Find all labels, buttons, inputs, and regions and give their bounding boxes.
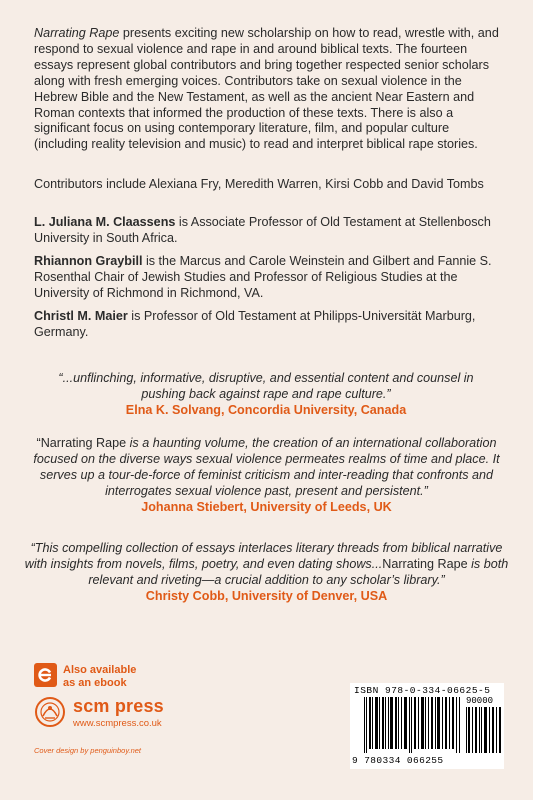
quote-text: “...unflinching, informative, disruptive, and essential content and counsel in pushing back against rape and rape culture.” [58, 371, 474, 401]
ebook-text [63, 664, 136, 689]
bio-claassens [34, 214, 510, 246]
contributors-line: Contributors include Alexiana Fry, Meredith Warren, Kirsi Cobb and David Tombs [34, 177, 484, 191]
barcode [350, 683, 504, 769]
quote-tail: is both relevant and riveting—a crucial addition to any scholar’s library.” [88, 557, 509, 587]
blurb-text: presents exciting new scholarship on how to read, wrestle with, and respond to sexual violence and rape in and around biblical texts. The fourteen essays represent global contributors and bring together respected senior scholars along with fresh emerging voices. Contributors take on sexual violence in the Hebrew Bible and the New Testament, as well as the ancient Near Eastern and Roman contexts that informed the production of these texts. There is also a significant focus on using contemporary literature, film, and popular culture (including reality television and music) to read and interpret biblical rape stories. [34, 26, 499, 152]
bio-graybill [34, 253, 510, 301]
bio-text: is Associate Professor of Old Testament at Stellenbosch University in South Africa. [34, 215, 491, 245]
publisher-logo [34, 696, 194, 730]
quote-lead: “Narrating Rape [36, 436, 127, 450]
bio-text: is Professor of Old Testament at Philipps-Universität Marburg, Germany. [34, 309, 476, 339]
ebook-notice [34, 663, 174, 691]
ebook-line1: Also available [63, 664, 137, 676]
bio-maier [34, 308, 510, 340]
quote-mid: Narrating Rape [382, 557, 468, 571]
barcode-addon-bars [466, 707, 502, 753]
bio-name: Christl M. Maier [34, 309, 128, 323]
blurb-title: Narrating Rape [34, 26, 120, 40]
quote-source: Christy Cobb, University of Denver, USA [145, 589, 388, 603]
bio-name: Rhiannon Graybill [34, 254, 143, 268]
publisher-name: scm press [73, 696, 164, 716]
barcode-digits: 9 780334 066255 [352, 755, 444, 766]
quote-text: “This compelling collection of essays interlaces literary threads from biblical narrative with insights from novels, films, poetry, and even dating shows... [24, 541, 503, 571]
quote-source: Elna K. Solvang, Concordia University, Canada [125, 403, 407, 417]
quote-solvang [56, 370, 476, 418]
blurb [34, 26, 504, 153]
bio-text: is the Marcus and Carole Weinstein and Gilbert and Fannie S. Rosenthal Chair of Jewish Studies and Professor of Religious Studies at the University of Richmond in Richmond, VA. [34, 254, 492, 300]
quote-text: is a haunting volume, the creation of an international collaboration focused on the diverse ways sexual violence permeates realms of time and place. It serves up a tour-de-force of feminist criticism and inter-reading that confronts and interrogates sexual violence past, present and persistent.” [33, 436, 500, 498]
quote-source: Johanna Stiebert, University of Leeds, UK [141, 500, 392, 514]
ebook-line2: as an ebook [63, 676, 127, 689]
bio-name: L. Juliana M. Claassens [34, 215, 176, 229]
isbn-text: ISBN 978-0-334-06625-5 [354, 685, 491, 696]
scm-press-logo-icon [34, 696, 66, 728]
publisher-url: www.scmpress.co.uk [73, 718, 162, 729]
quote-stiebert [20, 435, 513, 515]
quote-cobb [20, 540, 513, 604]
barcode-bars [364, 697, 462, 753]
cover-credit: Cover design by penguinboy.net [34, 746, 142, 755]
ebook-e-icon [34, 663, 57, 687]
barcode-addon: 90000 [466, 696, 494, 706]
